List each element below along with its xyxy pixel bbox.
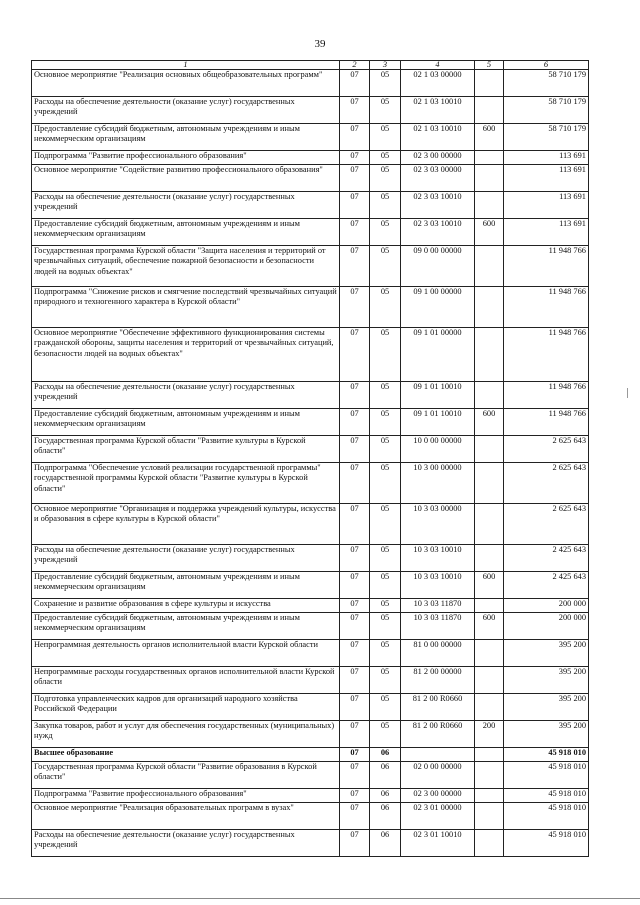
- table-row: [32, 572, 589, 599]
- cell-pr: 05: [370, 409, 401, 436]
- cell-vr: [475, 192, 504, 219]
- cell-pr: 05: [370, 436, 401, 463]
- cell-sum: 58 710 179: [504, 70, 589, 97]
- cell-csr: 09 1 00 00000: [401, 287, 475, 328]
- scan-bottom-line: [0, 898, 640, 899]
- cell-rz: 07: [340, 803, 370, 830]
- cell-rz: 07: [340, 287, 370, 328]
- cell-pr: 05: [370, 721, 401, 748]
- cell-pr: 05: [370, 640, 401, 667]
- column-header: 3: [370, 61, 401, 70]
- cell-sum: 58 710 179: [504, 124, 589, 151]
- table-row: [32, 436, 589, 463]
- cell-vr: 200: [475, 721, 504, 748]
- table-row: [32, 694, 589, 721]
- table-row: [32, 830, 589, 857]
- cell-rz: 07: [340, 192, 370, 219]
- table-row: [32, 124, 589, 151]
- cell-vr: [475, 382, 504, 409]
- budget-table: [31, 60, 589, 857]
- column-header: 6: [504, 61, 589, 70]
- cell-vr: [475, 667, 504, 694]
- cell-sum: 200 000: [504, 613, 589, 640]
- column-header-row: [32, 61, 589, 70]
- table-row: [32, 382, 589, 409]
- cell-sum: 45 918 010: [504, 789, 589, 803]
- cell-pr: 06: [370, 803, 401, 830]
- cell-csr: 02 3 01 10010: [401, 830, 475, 857]
- cell-name: Закупка товаров, работ и услуг для обеспечения государственных (муниципальных) нужд: [32, 721, 340, 748]
- cell-vr: [475, 545, 504, 572]
- table-row: [32, 97, 589, 124]
- cell-name: Основное мероприятие "Содействие развитию профессионального образования": [32, 165, 340, 192]
- cell-vr: [475, 436, 504, 463]
- cell-name: Государственная программа Курской области "Развитие образования в Курской области": [32, 762, 340, 789]
- cell-name: Подготовка управленческих кадров для организаций народного хозяйства Российской Федерации: [32, 694, 340, 721]
- cell-name: Расходы на обеспечение деятельности (оказание услуг) государственных учреждений: [32, 97, 340, 124]
- cell-rz: 07: [340, 613, 370, 640]
- cell-rz: 07: [340, 721, 370, 748]
- cell-csr: 81 2 00 00000: [401, 667, 475, 694]
- cell-name: Подпрограмма "Снижение рисков и смягчение последствий чрезвычайных ситуаций природного и техногенного характера в Курской области": [32, 287, 340, 328]
- cell-pr: 05: [370, 328, 401, 382]
- cell-sum: 45 918 010: [504, 830, 589, 857]
- cell-vr: [475, 463, 504, 504]
- cell-name: Подпрограмма "Обеспечение условий реализации государственной программы" государственной программы Курской области "Развитие культуры в Курской области": [32, 463, 340, 504]
- table-row: [32, 667, 589, 694]
- cell-name: Основное мероприятие "Обеспечение эффективного функционирования системы гражданской обороны, защиты населения и территорий от чрезвычайных ситуаций, безопасности людей на водных объектах": [32, 328, 340, 382]
- cell-rz: 07: [340, 70, 370, 97]
- cell-vr: 600: [475, 124, 504, 151]
- cell-rz: 07: [340, 409, 370, 436]
- cell-rz: 07: [340, 640, 370, 667]
- cell-sum: 58 710 179: [504, 97, 589, 124]
- cell-sum: 395 200: [504, 640, 589, 667]
- cell-sum: 113 691: [504, 192, 589, 219]
- cell-name: Предоставление субсидий бюджетным, автономным учреждениям и иным некоммерческим организациям: [32, 572, 340, 599]
- table-row: [32, 151, 589, 165]
- cell-vr: [475, 70, 504, 97]
- cell-pr: 05: [370, 246, 401, 287]
- cell-vr: [475, 599, 504, 613]
- cell-name: Предоставление субсидий бюджетным, автономным учреждениям и иным некоммерческим организациям: [32, 409, 340, 436]
- cell-vr: [475, 830, 504, 857]
- cell-vr: [475, 165, 504, 192]
- cell-rz: 07: [340, 694, 370, 721]
- cell-pr: 06: [370, 830, 401, 857]
- table-row: [32, 545, 589, 572]
- cell-rz: 07: [340, 97, 370, 124]
- table-row: [32, 328, 589, 382]
- cell-csr: 02 1 03 10010: [401, 97, 475, 124]
- cell-rz: 07: [340, 219, 370, 246]
- cell-rz: 07: [340, 748, 370, 762]
- cell-vr: [475, 246, 504, 287]
- cell-rz: 07: [340, 463, 370, 504]
- table-row: [32, 748, 589, 762]
- cell-pr: 05: [370, 151, 401, 165]
- cell-sum: 2 625 643: [504, 504, 589, 545]
- cell-csr: 02 3 03 00000: [401, 165, 475, 192]
- cell-name: Предоставление субсидий бюджетным, автономным учреждениям и иным некоммерческим организациям: [32, 124, 340, 151]
- cell-name: Расходы на обеспечение деятельности (оказание услуг) государственных учреждений: [32, 192, 340, 219]
- cell-vr: [475, 504, 504, 545]
- cell-sum: 395 200: [504, 667, 589, 694]
- cell-csr: 02 3 03 10010: [401, 192, 475, 219]
- cell-rz: 07: [340, 599, 370, 613]
- cell-vr: 600: [475, 613, 504, 640]
- table-body: [32, 70, 589, 857]
- cell-csr: 02 3 00 00000: [401, 151, 475, 165]
- cell-name: Государственная программа Курской области "Развитие культуры в Курской области": [32, 436, 340, 463]
- cell-rz: 07: [340, 830, 370, 857]
- cell-name: Расходы на обеспечение деятельности (оказание услуг) государственных учреждений: [32, 545, 340, 572]
- cell-pr: 05: [370, 124, 401, 151]
- cell-name: Предоставление субсидий бюджетным, автономным учреждениям и иным некоммерческим организациям: [32, 613, 340, 640]
- cell-rz: 07: [340, 165, 370, 192]
- cell-sum: 2 625 643: [504, 463, 589, 504]
- cell-rz: 07: [340, 328, 370, 382]
- scan-edge-mark: [627, 388, 628, 398]
- cell-name: Высшее образование: [32, 748, 340, 762]
- cell-csr: 02 3 01 00000: [401, 803, 475, 830]
- cell-sum: 11 948 766: [504, 382, 589, 409]
- cell-pr: 05: [370, 572, 401, 599]
- cell-pr: 06: [370, 789, 401, 803]
- cell-sum: 395 200: [504, 694, 589, 721]
- cell-csr: [401, 748, 475, 762]
- cell-rz: 07: [340, 545, 370, 572]
- cell-pr: 05: [370, 192, 401, 219]
- table-row: [32, 463, 589, 504]
- cell-csr: 09 1 01 10010: [401, 382, 475, 409]
- cell-name: Предоставление субсидий бюджетным, автономным учреждениям и иным некоммерческим организациям: [32, 219, 340, 246]
- cell-rz: 07: [340, 504, 370, 545]
- cell-csr: 09 1 01 00000: [401, 328, 475, 382]
- table-row: [32, 192, 589, 219]
- cell-rz: 07: [340, 124, 370, 151]
- cell-rz: 07: [340, 382, 370, 409]
- table-row: [32, 504, 589, 545]
- cell-csr: 02 1 03 10010: [401, 124, 475, 151]
- cell-csr: 10 3 03 10010: [401, 572, 475, 599]
- table-row: [32, 613, 589, 640]
- cell-name: Подпрограмма "Развитие профессионального образования": [32, 151, 340, 165]
- cell-rz: 07: [340, 436, 370, 463]
- cell-pr: 05: [370, 165, 401, 192]
- cell-sum: 113 691: [504, 219, 589, 246]
- cell-vr: 600: [475, 409, 504, 436]
- column-header: 2: [340, 61, 370, 70]
- cell-csr: 81 2 00 R0660: [401, 694, 475, 721]
- cell-sum: 45 918 010: [504, 748, 589, 762]
- page-number: 39: [314, 38, 326, 50]
- cell-rz: 07: [340, 151, 370, 165]
- cell-vr: [475, 97, 504, 124]
- cell-sum: 45 918 010: [504, 803, 589, 830]
- cell-csr: 10 3 03 00000: [401, 504, 475, 545]
- cell-csr: 09 1 01 10010: [401, 409, 475, 436]
- cell-pr: 06: [370, 748, 401, 762]
- cell-vr: [475, 803, 504, 830]
- cell-pr: 05: [370, 219, 401, 246]
- cell-csr: 02 0 00 00000: [401, 762, 475, 789]
- cell-name: Непрограммная деятельность органов исполнительной власти Курской области: [32, 640, 340, 667]
- cell-sum: 11 948 766: [504, 246, 589, 287]
- cell-name: Основное мероприятие "Организация и поддержка учреждений культуры, искусства и образования в сфере культуры в Курской области": [32, 504, 340, 545]
- cell-vr: [475, 287, 504, 328]
- cell-csr: 10 3 03 10010: [401, 545, 475, 572]
- cell-vr: [475, 789, 504, 803]
- cell-sum: 113 691: [504, 165, 589, 192]
- column-header: 1: [32, 61, 340, 70]
- cell-csr: 02 1 03 00000: [401, 70, 475, 97]
- cell-sum: 11 948 766: [504, 328, 589, 382]
- cell-pr: 05: [370, 382, 401, 409]
- cell-vr: [475, 694, 504, 721]
- cell-sum: 2 625 643: [504, 436, 589, 463]
- table-row: [32, 165, 589, 192]
- cell-csr: 10 0 00 00000: [401, 436, 475, 463]
- cell-vr: [475, 640, 504, 667]
- cell-rz: 07: [340, 246, 370, 287]
- cell-sum: 113 691: [504, 151, 589, 165]
- cell-name: Непрограммные расходы государственных органов исполнительной власти Курской области: [32, 667, 340, 694]
- cell-name: Сохранение и развитие образования в сфере культуры и искусства: [32, 599, 340, 613]
- cell-csr: 02 3 03 10010: [401, 219, 475, 246]
- cell-pr: 06: [370, 762, 401, 789]
- cell-vr: [475, 762, 504, 789]
- cell-pr: 05: [370, 545, 401, 572]
- cell-sum: 2 425 643: [504, 545, 589, 572]
- cell-pr: 05: [370, 70, 401, 97]
- cell-pr: 05: [370, 463, 401, 504]
- table-row: [32, 640, 589, 667]
- cell-rz: 07: [340, 789, 370, 803]
- table-row: [32, 762, 589, 789]
- cell-csr: 02 3 00 00000: [401, 789, 475, 803]
- cell-sum: 395 200: [504, 721, 589, 748]
- table-row: [32, 219, 589, 246]
- cell-pr: 05: [370, 504, 401, 545]
- table-row: [32, 70, 589, 97]
- cell-sum: 2 425 643: [504, 572, 589, 599]
- cell-pr: 05: [370, 97, 401, 124]
- cell-rz: 07: [340, 667, 370, 694]
- cell-name: Государственная программа Курской области "Защита населения и территорий от чрезвычайных ситуаций, обеспечение пожарной безопасности и безопасности людей на водных объектах": [32, 246, 340, 287]
- table-row: [32, 246, 589, 287]
- cell-sum: 200 000: [504, 599, 589, 613]
- cell-name: Подпрограмма "Развитие профессионального образования": [32, 789, 340, 803]
- cell-vr: [475, 748, 504, 762]
- table-row: [32, 721, 589, 748]
- table-row: [32, 409, 589, 436]
- cell-sum: 45 918 010: [504, 762, 589, 789]
- cell-name: Расходы на обеспечение деятельности (оказание услуг) государственных учреждений: [32, 830, 340, 857]
- cell-name: Основное мероприятие "Реализация основных общеобразовательных программ": [32, 70, 340, 97]
- cell-name: Расходы на обеспечение деятельности (оказание услуг) государственных учреждений: [32, 382, 340, 409]
- cell-sum: 11 948 766: [504, 409, 589, 436]
- cell-pr: 05: [370, 599, 401, 613]
- cell-csr: 10 3 03 11870: [401, 599, 475, 613]
- cell-rz: 07: [340, 572, 370, 599]
- cell-csr: 81 2 00 R0660: [401, 721, 475, 748]
- cell-vr: 600: [475, 219, 504, 246]
- table-row: [32, 789, 589, 803]
- cell-rz: 07: [340, 762, 370, 789]
- cell-vr: 600: [475, 572, 504, 599]
- table-row: [32, 599, 589, 613]
- cell-csr: 10 3 00 00000: [401, 463, 475, 504]
- cell-name: Основное мероприятие "Реализация образовательных программ в вузах": [32, 803, 340, 830]
- cell-pr: 05: [370, 287, 401, 328]
- cell-csr: 09 0 00 00000: [401, 246, 475, 287]
- cell-csr: 81 0 00 00000: [401, 640, 475, 667]
- cell-vr: [475, 328, 504, 382]
- column-header: 4: [401, 61, 475, 70]
- cell-pr: 05: [370, 613, 401, 640]
- table-row: [32, 287, 589, 328]
- cell-pr: 05: [370, 667, 401, 694]
- cell-csr: 10 3 03 11870: [401, 613, 475, 640]
- table-row: [32, 803, 589, 830]
- cell-pr: 05: [370, 694, 401, 721]
- column-header: 5: [475, 61, 504, 70]
- cell-vr: [475, 151, 504, 165]
- cell-sum: 11 948 766: [504, 287, 589, 328]
